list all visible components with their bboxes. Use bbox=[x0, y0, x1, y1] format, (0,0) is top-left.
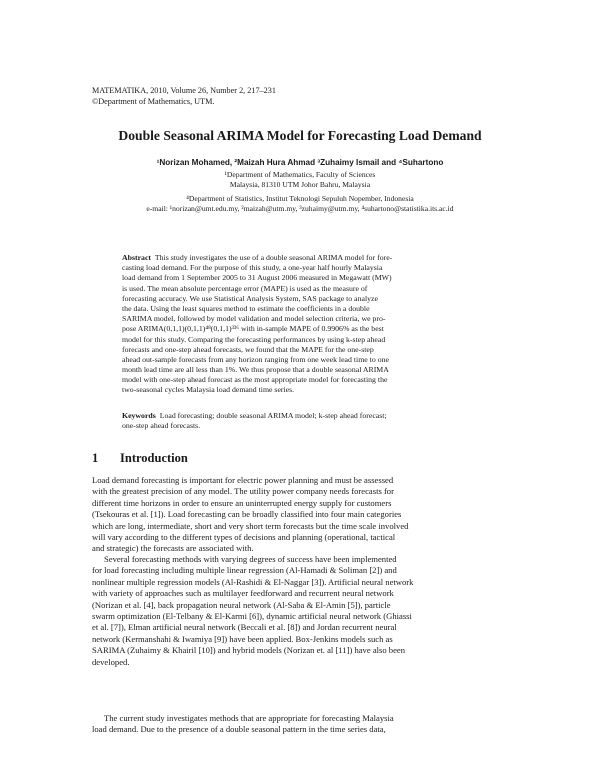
copyright-line: ©Department of Mathematics, UTM. bbox=[92, 97, 215, 106]
body-line: (Tsekouras et al. [1]). Load forecasting can be broadly classified into four main categories bbox=[92, 509, 402, 520]
abstract-line: month lead time are all less than 1%. We thus propose that a double seasonal ARIMA bbox=[122, 365, 389, 375]
body-line: developed. bbox=[92, 656, 130, 667]
body-line: The current study investigates methods that are appropriate for forecasting Malaysia bbox=[104, 713, 394, 723]
body-line: different time horizons in order to ensure an uninterrupted energy supply for customers bbox=[92, 497, 392, 508]
author-list: ¹Norizan Mohamed, ²Maizah Hura Ahmad ³Zuhaimy Ismail and ⁴Suhartono bbox=[156, 158, 444, 167]
abstract-line: the data. Using the least squares method to estimate the coefficients in a double bbox=[122, 303, 370, 313]
abstract-line: forecasting accuracy. We use Statistical Analysis System, SAS package to analyze bbox=[122, 293, 378, 303]
paragraph-1 bbox=[92, 475, 508, 555]
body-line: with variety of approaches such as multilayer feedforward and recurrent neural network bbox=[92, 588, 394, 599]
abstract-line: two-seasonal cycles Malaysia load demand time series. bbox=[122, 385, 295, 395]
paper-title: Double Seasonal ARIMA Model for Forecasting Load Demand bbox=[118, 128, 482, 143]
abstract-text: This study investigates the use of a double seasonal ARIMA model for fore- bbox=[154, 253, 393, 262]
keywords-line bbox=[122, 411, 478, 421]
abstract-line: forecasts and one-step ahead forecasts, we found that the MAPE for the one-step bbox=[122, 344, 374, 354]
abstract-line bbox=[122, 253, 478, 263]
email-line: e-mail: ¹norizan@umt.edu.my, ²maizah@utm.my, ³zuhaimy@utm.my, ⁴suhartono@statistika.its.ac.id bbox=[146, 204, 454, 213]
keywords-block bbox=[122, 411, 478, 431]
body-line: nonlinear multiple regression models (Al-Rashidi & El-Naggar [3]). Artificial neural network bbox=[92, 576, 414, 587]
body-line: Several forecasting methods with varying degrees of success have been implemented bbox=[104, 554, 397, 564]
abstract-line: casting load demand. For the purpose of this study, a one-year half hourly Malaysia bbox=[122, 263, 383, 273]
body-line: SARIMA (Zuhaimy & Khairil [10]) and hybrid models (Norizan et. al [11]) have also been bbox=[92, 645, 406, 656]
section-title: Introduction bbox=[120, 451, 188, 465]
abstract-heading: Abstract bbox=[122, 253, 152, 262]
body-line: network (Kermanshahi & Iwamiya [9]) have been applied. Box-Jenkins models such as bbox=[92, 633, 393, 644]
body-line: swarm optimization (El-Telbany & El-Karmi [6]), dynamic artificial neural network (Ghiassi bbox=[92, 610, 412, 621]
journal-citation: MATEMATIKA, 2010, Volume 26, Number 2, 217–231 bbox=[92, 86, 276, 95]
abstract-line: ahead out-sample forecasts from any horizon ranging from one week lead time to one bbox=[122, 354, 389, 364]
body-line: (Norizan et al. [4], back propagation neural network (Al-Saba & El-Amin [5]), particle bbox=[92, 599, 391, 610]
body-line: with the greatest precision of any model. The utility power company needs forecasts for bbox=[92, 486, 394, 497]
affiliation-1 bbox=[0, 170, 600, 190]
body-line: load demand. Due to the presence of a double seasonal pattern in the time series data, bbox=[92, 724, 386, 735]
keywords-line: one-step ahead forecasts. bbox=[122, 421, 201, 431]
abstract-line: model for this study. Comparing the forecasting performances by using k-step ahead bbox=[122, 334, 386, 344]
affiliation-1-line-2: Malaysia, 81310 UTM Johor Bahru, Malaysia bbox=[229, 180, 371, 189]
affiliation-2: ⁴Department of Statistics, Institut Teknologi Sepuluh Nopember, Indonesia bbox=[186, 194, 414, 203]
body-line: will vary according to the different types of decisions and planning (operational, tactical bbox=[92, 531, 396, 542]
body-line: which are long, intermediate, short and very short term forecasts but the time scale involved bbox=[92, 520, 409, 531]
body-line: and strategic) the forecasts are associated with. bbox=[92, 543, 254, 554]
abstract-line: is used. The mean absolute percentage error (MAPE) is used as the measure of bbox=[122, 283, 368, 293]
affiliation-1-line-1: ¹Department of Mathematics, Faculty of Sciences bbox=[224, 170, 376, 179]
abstract-line: model with one-step ahead forecast as the most appropriate model for forecasting the bbox=[122, 375, 388, 385]
keywords-text: Load forecasting; double seasonal ARIMA model; k-step ahead forecast; bbox=[159, 411, 387, 420]
abstract-line: pose ARIMA(0,1,1)(0,1,1)⁴⁸(0,1,1)³³⁶ with in-sample MAPE of 0.9906% as the best bbox=[122, 324, 384, 334]
paragraph-3 bbox=[92, 713, 508, 736]
abstract-block bbox=[122, 253, 478, 396]
body-line: for load forecasting including multiple linear regression (Al-Hamadi & Soliman [2]) and bbox=[92, 565, 397, 576]
abstract-line: load demand from 1 September 2005 to 31 August 2006 measured in Megawatt (MW) bbox=[122, 273, 392, 283]
body-line: Load demand forecasting is important for electric power planning and must be assessed bbox=[92, 475, 394, 485]
journal-header bbox=[92, 85, 276, 107]
abstract-line: SARIMA model, followed by model validation and model selection criteria, we pro- bbox=[122, 314, 386, 324]
section-number: 1 bbox=[92, 451, 99, 465]
body-line: et al. [7]), Elman artificial neural network (Beccali et al. [8]) and Jordan recurrent neural bbox=[92, 622, 397, 633]
keywords-heading: Keywords bbox=[122, 411, 156, 420]
paragraph-2 bbox=[92, 554, 508, 668]
